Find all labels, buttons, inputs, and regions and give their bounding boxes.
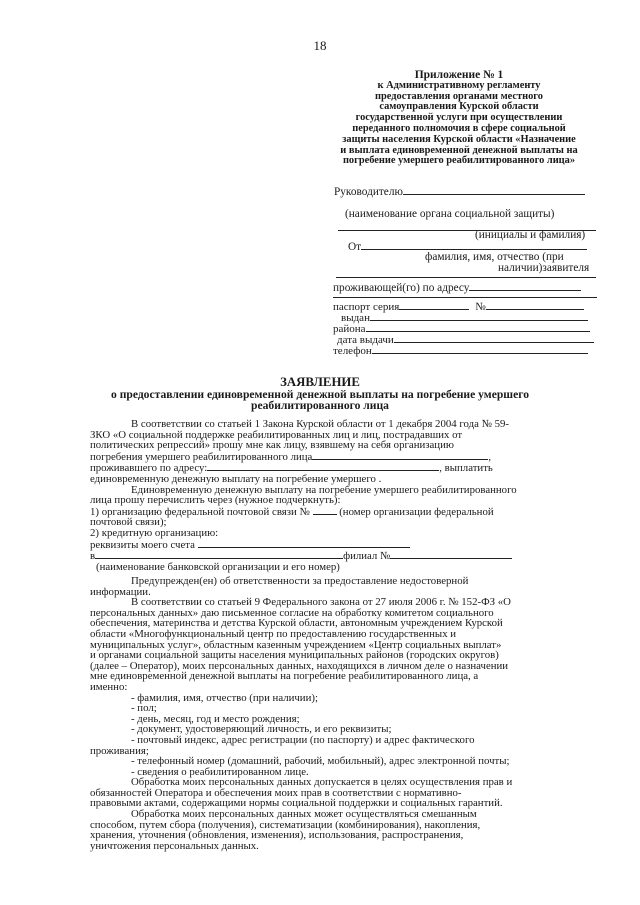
body-line: обязанностей Оператора и обеспечения моих прав в соответствии с нормативно- [90,786,462,799]
body-text: проживавшего по адресу: [90,462,208,475]
phone-line[interactable] [372,352,588,354]
bank-caption: (наименование банковской организации и его номер) [96,560,340,573]
statement-body-2 [90,576,594,851]
address-line[interactable] [333,296,597,298]
phone-label: телефон [333,345,372,357]
page-number: 18 [313,38,327,53]
passport-label: паспорт серия [333,301,400,313]
body-line: ЗКО «О социальной поддержке реабилитированных лиц и лиц, пострадавших от [90,428,463,441]
deceased-address-line[interactable] [207,462,439,471]
statement-subtitle [60,389,580,412]
residing-label: проживающей(го) по адресу [333,282,470,294]
issue-date-label: дата выдачи [337,334,394,346]
annex-line: предоставления органами местного [375,90,543,102]
from-line[interactable] [361,248,587,250]
subtitle-line-2: реабилитированного лица [251,399,389,413]
body-line: (далее – Оператор), моих персональных данных, находящихся в личном деле о назначении [90,659,509,672]
body-text: в [90,550,96,563]
body-line: муниципальных услуг», областным казенным учреждением «Центр социальных выплат» [90,638,502,651]
account-line[interactable] [198,539,410,548]
body-line: политических репрессий» прошу мне как лицу, взявшему на себя организацию [90,439,454,452]
branch-line[interactable] [390,550,512,559]
body-text: , [488,450,492,463]
body-line: именно: [90,680,128,693]
option-credit[interactable]: 2) кредитную организацию: [90,526,219,539]
initials-caption: (инициалы и фамилия) [475,229,586,241]
passport-number-line[interactable] [486,308,584,310]
body-line: Обработка моих персональных данных может осуществляться смешанным [131,808,477,821]
head-line[interactable] [403,193,585,195]
body-text: погребения умершего реабилитированного лица [90,450,313,463]
body-line [90,550,594,562]
body-line: информации. [90,585,151,598]
subtitle-line-1: о предоставлении единовременной денежной выплаты на погребение умершего [111,388,529,401]
body-line: способом, путем сбора (получения), систематизации (комбинирования), накопления, [90,818,481,831]
body-text: (номер организации федеральной [339,505,494,518]
organ-caption: (наименование органа социальной защиты) [345,208,555,220]
body-line [90,539,594,551]
body-line: хранения, уточнения (обновления, изменения), использования, распространения, [90,829,464,842]
deceased-name-line[interactable] [312,451,488,460]
body-line: проживания; [90,744,149,757]
body-line: обеспечения, материнства и детства Курской области, автономным учреждением Курской [90,617,503,630]
body-line: Предупрежден(ен) об ответственности за предоставление недостоверной [131,575,469,587]
body-line: Обработка моих персональных данных допускается в целях осуществления прав и [131,776,513,789]
passport-no-label: № [475,301,486,313]
body-text: реквизиты моего счета [90,538,195,551]
bank-name-line[interactable] [95,550,343,559]
district-label: района [333,323,366,335]
district-line[interactable] [366,330,590,332]
residing-line[interactable] [469,289,581,291]
body-line: единовременную денежную выплату на погребение умершего . [90,472,382,485]
annex-line: и выплата единовременной денежной выплаты на [340,144,578,156]
body-line: В соответствии со статьей 9 Федерального закона от 27 июля 2006 г. № 152-ФЗ «О [131,596,511,609]
list-item: - пол; [131,702,157,715]
annex-title: Приложение № 1 [414,69,504,81]
body-line: правовыми актами, содержащими нормы социальной поддержки и социальных гарантий. [90,797,503,810]
body-line: почтовой связи); [90,516,167,529]
body-text: филиал № [343,550,391,563]
body-line: уничтожения персональных данных. [90,839,259,852]
annex-line: погребение умершего реабилитированного лица» [342,155,576,167]
head-field [334,186,585,199]
statement-title: ЗАЯВЛЕНИЕ [280,375,360,389]
body-line: Единовременную денежную выплату на погребение умершего реабилитированного [131,483,517,496]
annex-line: самоуправления Курской области [379,101,539,113]
residing-field [333,282,581,295]
annex-header [318,70,600,167]
applicant-line[interactable] [336,276,596,278]
annex-line: государственной услуги при осуществлении [355,112,563,124]
name-caption-1: фамилия, имя, отчество (при [425,251,564,263]
annex-line: защиты населения Курской области «Назначение [342,133,576,145]
from-label: От [348,241,362,253]
body-line: В соответствии со статьей 1 Закона Курской области от 1 декабря 2004 года № 59- [131,418,509,430]
option-post[interactable]: 1) организацию федеральной почтовой связи № [90,505,310,518]
post-number-line[interactable] [313,506,337,515]
list-item: - сведения о реабилитированном лице. [131,765,309,778]
list-item: - фамилия, имя, отчество (при наличии); [131,691,318,704]
list-item: - телефонный номер (домашний, рабочий, мобильный), адрес электронной почты; [131,755,510,768]
head-label: Руководителю [334,186,403,198]
statement-body [90,419,594,572]
body-line: персональных данных» даю письменное согласие на обработку комитетом социального [90,606,494,619]
issued-line[interactable] [370,319,588,321]
body-text: , выплатить [439,462,493,475]
list-item: - почтовый индекс, адрес регистрации (по паспорту) и адрес фактического [131,733,475,746]
list-item: - день, месяц, год и место рождения; [131,712,300,725]
body-line: и органами социальной защиты населения муниципальных районов (городских округов) [90,649,499,662]
list-item: - документ, удостоверяющий личность, и его реквизиты; [131,723,392,736]
annex-line: переданного полномочия в сфере социальной [352,122,566,134]
body-line [90,451,594,463]
body-line: лица прошу перечислить через (нужное подчеркнуть): [90,494,341,507]
phone-field [333,345,588,357]
body-line: области «Многофункциональный центр по предоставлению государственных и [90,627,457,640]
issue-date-line[interactable] [394,341,594,343]
issued-label: выдан [341,312,370,324]
body-line: мне единовременной денежной выплаты на погребение реабилитированного лица, а [90,670,479,683]
annex-line: к Административному регламенту [377,79,541,91]
name-caption-2: наличии)заявителя [498,262,590,274]
passport-series-line[interactable] [399,308,469,310]
